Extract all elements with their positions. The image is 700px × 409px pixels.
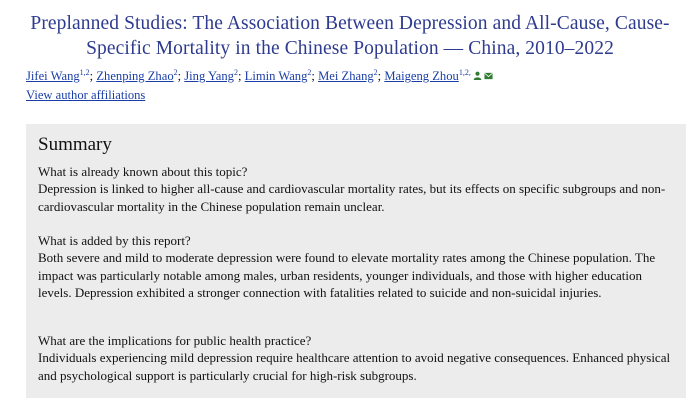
author-separator: ;: [89, 69, 97, 83]
article-title: Preplanned Studies: The Association Between Depression and All-Cause, Cause-Specific Mortality in the Chinese Population — China, 2010–2022: [30, 13, 670, 59]
author-link-mei-zhang[interactable]: Mei Zhang: [318, 69, 374, 83]
author-separator: ;: [177, 69, 185, 83]
author-separator: ;: [377, 69, 385, 83]
author-affiliation-sup[interactable]: 2: [307, 68, 312, 77]
author-affiliation-sup[interactable]: 1,2: [79, 68, 90, 77]
view-author-affiliations-link[interactable]: View author affiliations: [26, 88, 146, 102]
section-question: What are the implications for public health practice?: [38, 333, 312, 348]
summary-section-implications: [38, 332, 678, 384]
author-separator: ;: [237, 69, 245, 83]
author-affiliation-sup[interactable]: 1,2,: [458, 68, 471, 77]
person-icon[interactable]: [473, 71, 482, 80]
section-answer: Both severe and mild to moderate depression were found to elevate mortality rates among the Chinese population. The impact was particularly notable among males, urban residents, younger individuals, and those with higher education levels. Depression exhibited a stronger connection with fatalities related to suicide and non-suicidal injuries.: [38, 250, 656, 301]
author-affiliation-sup[interactable]: 2: [233, 68, 238, 77]
summary-section-known: [38, 163, 678, 215]
section-answer: Individuals experiencing mild depression require healthcare attention to avoid negative consequences. Enhanced physical and psychological support is particularly crucial for high-risk subgroups.: [38, 350, 671, 383]
author-link-jifei-wang[interactable]: Jifei Wang: [26, 69, 80, 83]
section-question: What is already known about this topic?: [38, 164, 248, 179]
author-link-zhenping-zhao[interactable]: Zhenping Zhao: [96, 69, 174, 83]
summary-box: [26, 124, 686, 398]
section-question: What is added by this report?: [38, 233, 191, 248]
summary-heading: Summary: [38, 134, 112, 155]
author-affiliation-sup[interactable]: 2: [373, 68, 378, 77]
author-list: [26, 68, 493, 84]
section-answer: Depression is linked to higher all-cause and cardiovascular mortality rates, but its effects on specific subgroups and non-cardiovascular mortality in the Chinese population remain unclear.: [38, 181, 666, 214]
author-link-jing-yang[interactable]: Jing Yang: [184, 69, 234, 83]
mail-icon[interactable]: [484, 72, 493, 80]
author-link-maigeng-zhou[interactable]: Maigeng Zhou: [384, 69, 459, 83]
summary-section-added: [38, 232, 678, 302]
author-affiliation-sup[interactable]: 2: [173, 68, 178, 77]
author-separator: ;: [311, 69, 319, 83]
author-link-limin-wang[interactable]: Limin Wang: [244, 69, 308, 83]
